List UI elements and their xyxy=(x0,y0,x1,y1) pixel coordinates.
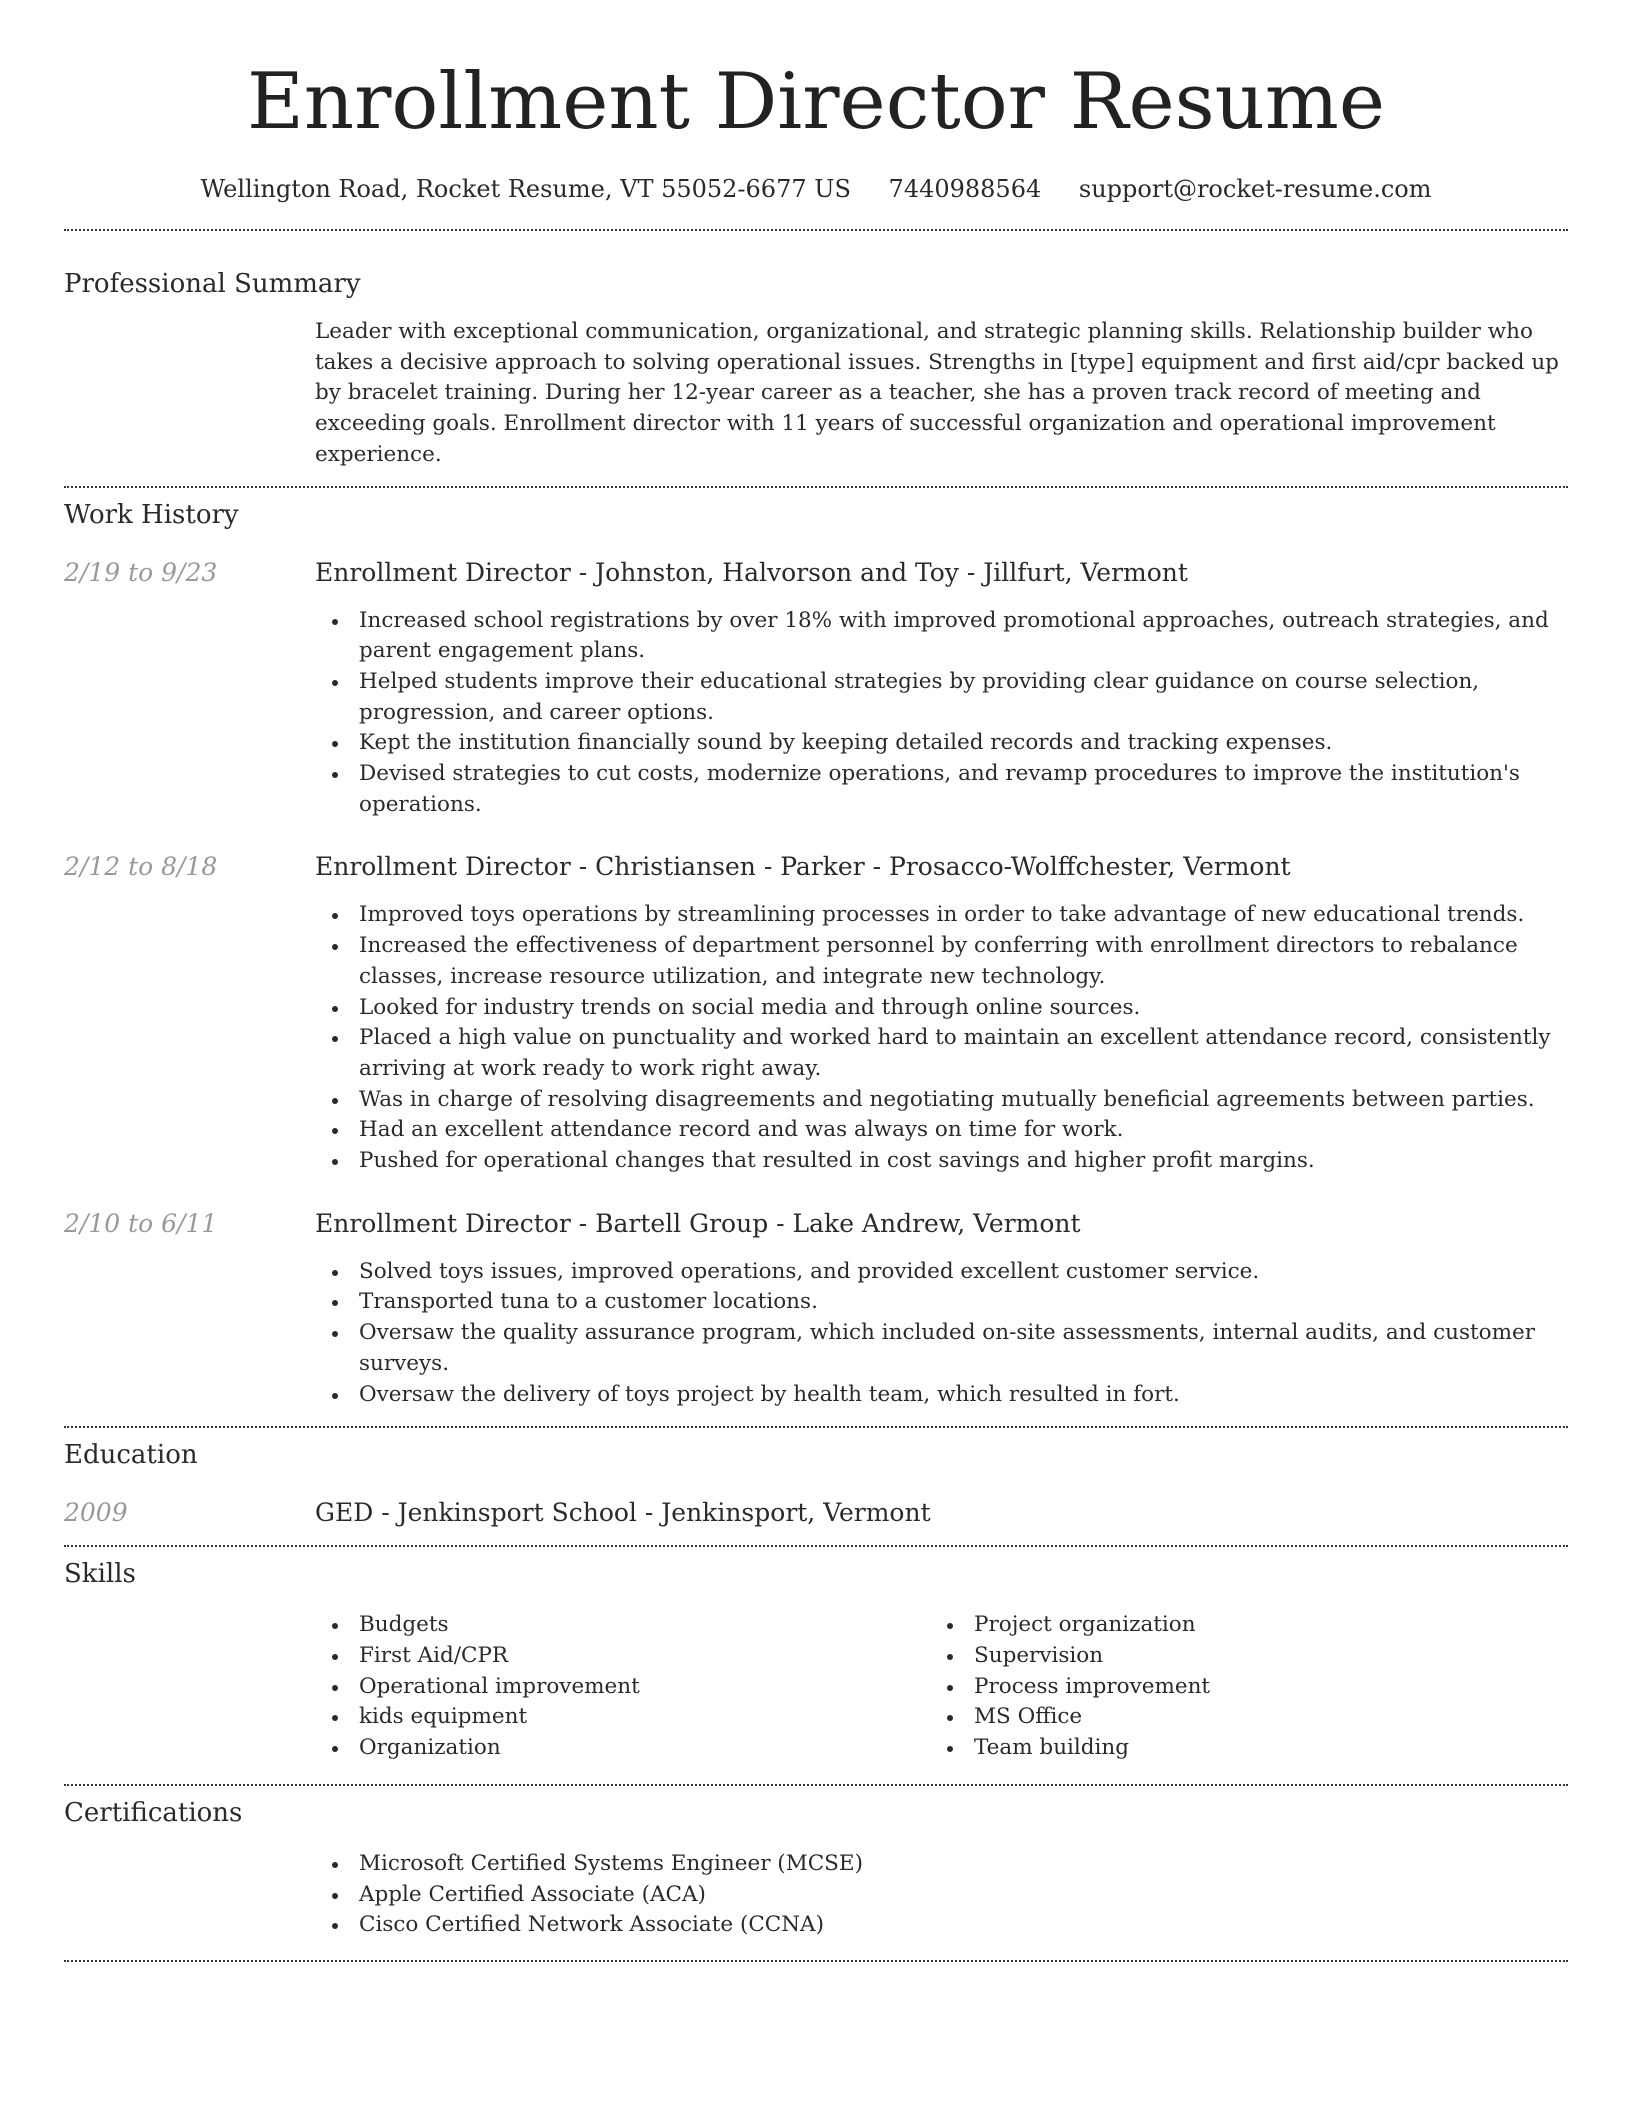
list-item: Apple Certified Associate (ACA) xyxy=(315,1880,1568,1911)
education-entry xyxy=(64,1496,1568,1530)
list-item: Project organization xyxy=(930,1610,1545,1641)
job-dates: 2/10 to 6/11 xyxy=(64,1208,218,1238)
contact-email: support@rocket-resume.com xyxy=(1078,175,1432,203)
list-item: Budgets xyxy=(315,1610,930,1641)
list-item: MS Office xyxy=(930,1702,1545,1733)
divider xyxy=(64,1545,1568,1547)
list-item: Helped students improve their educational strategies by providing clear guidance on course selection, progression, and career options. xyxy=(315,667,1568,728)
list-item: Supervision xyxy=(930,1641,1545,1672)
list-item: Organization xyxy=(315,1733,930,1764)
resume-title: Enrollment Director Resume xyxy=(246,57,1386,147)
job-title: Enrollment Director - Bartell Group - Lake Andrew, Vermont xyxy=(315,1208,1081,1238)
list-item: Cisco Certified Network Associate (CCNA) xyxy=(315,1910,1568,1941)
skills-list-left xyxy=(315,1610,930,1764)
list-item: Microsoft Certified Systems Engineer (MCSE) xyxy=(315,1849,1568,1880)
summary-row xyxy=(64,317,1568,471)
divider xyxy=(64,1426,1568,1428)
divider xyxy=(64,1960,1568,1962)
contact-address: Wellington Road, Rocket Resume, VT 55052-6677 US xyxy=(200,175,851,203)
job-dates: 2/19 to 9/23 xyxy=(64,557,218,587)
list-item: Devised strategies to cut costs, modernize operations, and revamp procedures to improve the institution's operations. xyxy=(315,759,1568,820)
contact-phone: 7440988564 xyxy=(888,175,1042,203)
job-entry xyxy=(64,1207,1568,1411)
list-item: Team building xyxy=(930,1733,1545,1764)
list-item: Placed a high value on punctuality and worked hard to maintain an excellent attendance record, consistently arriving at work ready to work right away. xyxy=(315,1023,1568,1084)
education-title: GED - Jenkinsport School - Jenkinsport, Vermont xyxy=(315,1498,931,1528)
section-title-skills: Skills xyxy=(64,1559,136,1590)
section-title-certifications: Certifications xyxy=(64,1797,243,1828)
list-item: Kept the institution financially sound by keeping detailed records and tracking expenses. xyxy=(315,728,1568,759)
certifications-list xyxy=(315,1849,1568,1941)
divider xyxy=(64,229,1568,231)
list-item: Operational improvement xyxy=(315,1672,930,1703)
section-title-education: Education xyxy=(64,1440,198,1471)
list-item: First Aid/CPR xyxy=(315,1641,930,1672)
list-item: Process improvement xyxy=(930,1672,1545,1703)
list-item: Had an excellent attendance record and was always on time for work. xyxy=(315,1115,1568,1146)
list-item: Transported tuna to a customer locations. xyxy=(315,1287,1568,1318)
job-entry xyxy=(64,850,1568,1176)
job-bullets xyxy=(315,606,1568,821)
list-item: Increased school registrations by over 18% with improved promotional approaches, outreach strategies, and parent engagement plans. xyxy=(315,606,1568,667)
job-title: Enrollment Director - Johnston, Halvorson and Toy - Jillfurt, Vermont xyxy=(315,557,1188,587)
divider xyxy=(64,1784,1568,1786)
skills-row xyxy=(64,1610,1568,1764)
job-title: Enrollment Director - Christiansen - Parker - Prosacco-Wolffchester, Vermont xyxy=(315,852,1291,882)
job-bullets xyxy=(315,900,1568,1176)
job-bullets xyxy=(315,1257,1568,1411)
list-item: Pushed for operational changes that resulted in cost savings and higher profit margins. xyxy=(315,1146,1568,1177)
list-item: Solved toys issues, improved operations, and provided excellent customer service. xyxy=(315,1257,1568,1288)
education-year: 2009 xyxy=(64,1498,128,1528)
summary-text: Leader with exceptional communication, organizational, and strategic planning skills. Relationship builder who takes a decisive approach to solving operational issues. Strengths in [type] equipment and first aid/cpr backed up by bracelet training. During her 12-year career as a teacher, she has a proven track record of meeting and exceeding goals. Enrollment director with 11 years of successful organization and operational improvement experience. xyxy=(315,319,1559,467)
skills-list-right xyxy=(930,1610,1545,1764)
list-item: Increased the effectiveness of department personnel by conferring with enrollment directors to rebalance classes, increase resource utilization, and integrate new technology. xyxy=(315,931,1568,992)
section-title-work: Work History xyxy=(64,499,239,530)
resume-page xyxy=(64,0,1568,1962)
list-item: Looked for industry trends on social media and through online sources. xyxy=(315,993,1568,1024)
certifications-row xyxy=(64,1849,1568,1941)
list-item: Was in charge of resolving disagreements and negotiating mutually beneficial agreements between parties. xyxy=(315,1085,1568,1116)
list-item: Oversaw the quality assurance program, which included on-site assessments, internal audits, and customer surveys. xyxy=(315,1318,1568,1379)
list-item: Oversaw the delivery of toys project by health team, which resulted in fort. xyxy=(315,1380,1568,1411)
section-title-summary: Professional Summary xyxy=(64,269,361,299)
job-dates: 2/12 to 8/18 xyxy=(64,852,218,882)
contact-line xyxy=(64,172,1568,206)
job-entry xyxy=(64,556,1568,821)
list-item: kids equipment xyxy=(315,1702,930,1733)
list-item: Improved toys operations by streamlining processes in order to take advantage of new educational trends. xyxy=(315,900,1568,931)
divider xyxy=(64,486,1568,488)
